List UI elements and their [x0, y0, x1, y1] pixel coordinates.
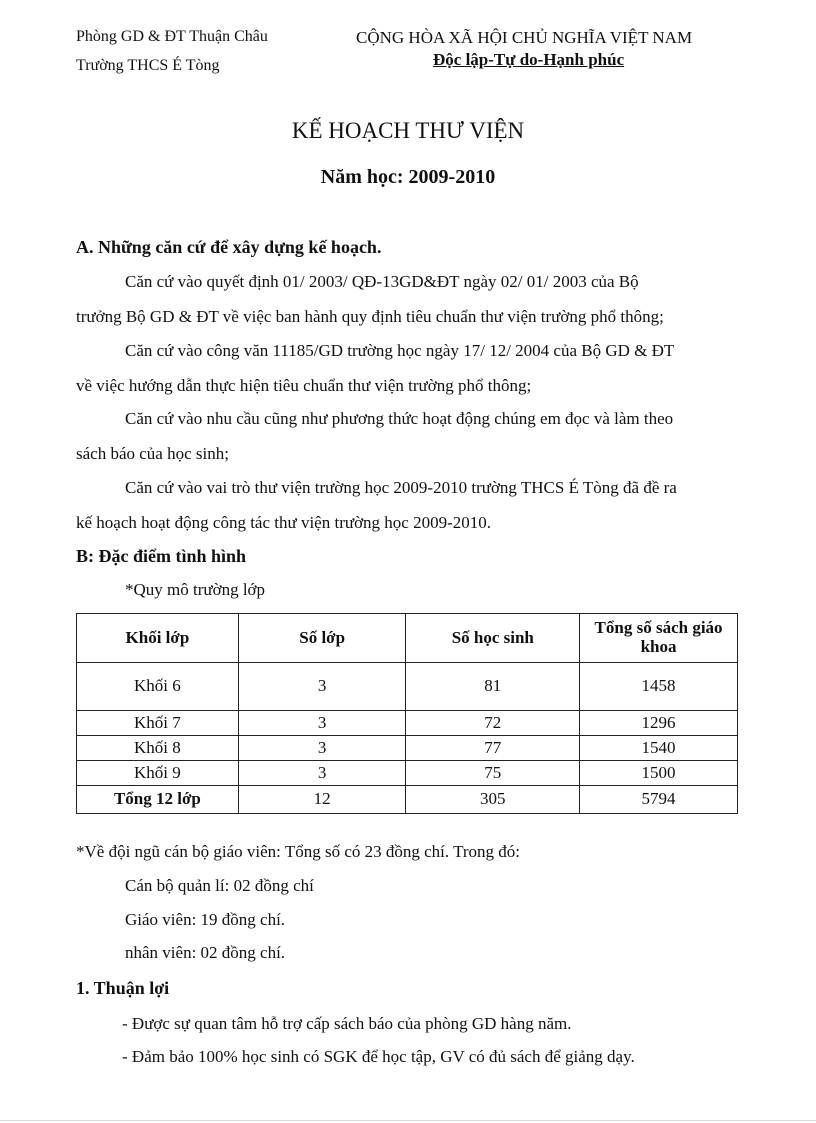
- cell-classes: 3: [238, 761, 406, 786]
- section-a-line: Căn cứ vào nhu cầu cũng như phương thức hoạt động chúng em đọc và làm theo: [125, 409, 674, 428]
- section-a-line: Căn cứ vào công văn 11185/GD trường học ngày 17/ 12/ 2004 của Bộ GD & ĐT: [125, 341, 675, 360]
- school-year: Năm học: 2009-2010: [320, 166, 496, 188]
- col-header-textbooks: Tổng số sách giáo khoa: [580, 614, 738, 663]
- staff-intro: *Về đội ngũ cán bộ giáo viên: Tổng số có 23 đồng chí. Trong đó:: [76, 842, 521, 861]
- class-stats-table: [76, 613, 738, 814]
- scale-label: *Quy mô trường lớp: [125, 580, 266, 599]
- staff-managers: Cán bộ quản lí: 02 đồng chí: [125, 876, 314, 895]
- cell-grade: Khối 7: [77, 711, 239, 736]
- table-row: [77, 736, 738, 761]
- cell-grade: Khối 8: [77, 736, 239, 761]
- cell-textbooks: 1540: [580, 736, 738, 761]
- nation-motto: Độc lập-Tự do-Hạnh phúc: [433, 50, 625, 69]
- section-a-heading: A. Những căn cứ để xây dựng kế hoạch.: [76, 237, 382, 257]
- section-a-line: kế hoạch hoạt động công tác thư viện trường học 2009-2010.: [76, 513, 492, 532]
- cell-total-label: Tổng 12 lớp: [77, 786, 239, 814]
- cell-textbooks: 1500: [580, 761, 738, 786]
- cell-students: 75: [406, 761, 580, 786]
- section-a-line: Căn cứ vào quyết định 01/ 2003/ QĐ-13GD&ĐT ngày 02/ 01/ 2003 của Bộ: [125, 272, 639, 291]
- page-bottom-edge: [0, 1120, 816, 1121]
- col-header-grade: Khối lớp: [77, 614, 239, 663]
- cell-classes: 3: [238, 711, 406, 736]
- table-row: [77, 711, 738, 736]
- cell-total-textbooks: 5794: [580, 786, 738, 814]
- table-total-row: [77, 786, 738, 814]
- col-header-classes: Số lớp: [238, 614, 406, 663]
- cell-grade: Khối 6: [77, 663, 239, 711]
- section-a-line: về việc hướng dẫn thực hiện tiêu chuẩn thư viện trường phổ thông;: [76, 376, 532, 395]
- section-b-heading: B: Đặc điểm tình hình: [76, 546, 247, 566]
- advantages-heading: 1. Thuận lợi: [76, 978, 170, 998]
- col-header-students: Số học sinh: [406, 614, 580, 663]
- cell-total-students: 305: [406, 786, 580, 814]
- section-a-line: Căn cứ vào vai trò thư viện trường học 2009-2010 trường THCS É Tòng đã đề ra: [125, 478, 677, 497]
- cell-students: 81: [406, 663, 580, 711]
- cell-students: 72: [406, 711, 580, 736]
- table-header-row: [77, 614, 738, 663]
- staff-teachers: Giáo viên: 19 đồng chí.: [125, 910, 286, 929]
- table-row: [77, 663, 738, 711]
- cell-students: 77: [406, 736, 580, 761]
- table-row: [77, 761, 738, 786]
- dept-name: Phòng GD & ĐT Thuận Châu: [76, 28, 268, 45]
- advantage-item: - Đảm bảo 100% học sinh có SGK để học tập, GV có đủ sách để giảng dạy.: [122, 1047, 635, 1066]
- cell-textbooks: 1296: [580, 711, 738, 736]
- section-a-line: sách báo của học sinh;: [76, 444, 229, 463]
- section-a-line: trưởng Bộ GD & ĐT về việc ban hành quy định tiêu chuẩn thư viện trường phổ thông;: [76, 307, 664, 326]
- staff-employees: nhân viên: 02 đồng chí.: [125, 943, 286, 962]
- cell-textbooks: 1458: [580, 663, 738, 711]
- cell-grade: Khối 9: [77, 761, 239, 786]
- nation-title: CỘNG HÒA XÃ HỘI CHỦ NGHĨA VIỆT NAM: [356, 28, 693, 47]
- school-name: Trường THCS É Tòng: [76, 57, 220, 74]
- page-title: KẾ HOẠCH THƯ VIỆN: [291, 118, 525, 143]
- cell-classes: 3: [238, 663, 406, 711]
- cell-total-classes: 12: [238, 786, 406, 814]
- advantage-item: - Được sự quan tâm hỗ trợ cấp sách báo của phòng GD hàng năm.: [122, 1014, 572, 1033]
- cell-classes: 3: [238, 736, 406, 761]
